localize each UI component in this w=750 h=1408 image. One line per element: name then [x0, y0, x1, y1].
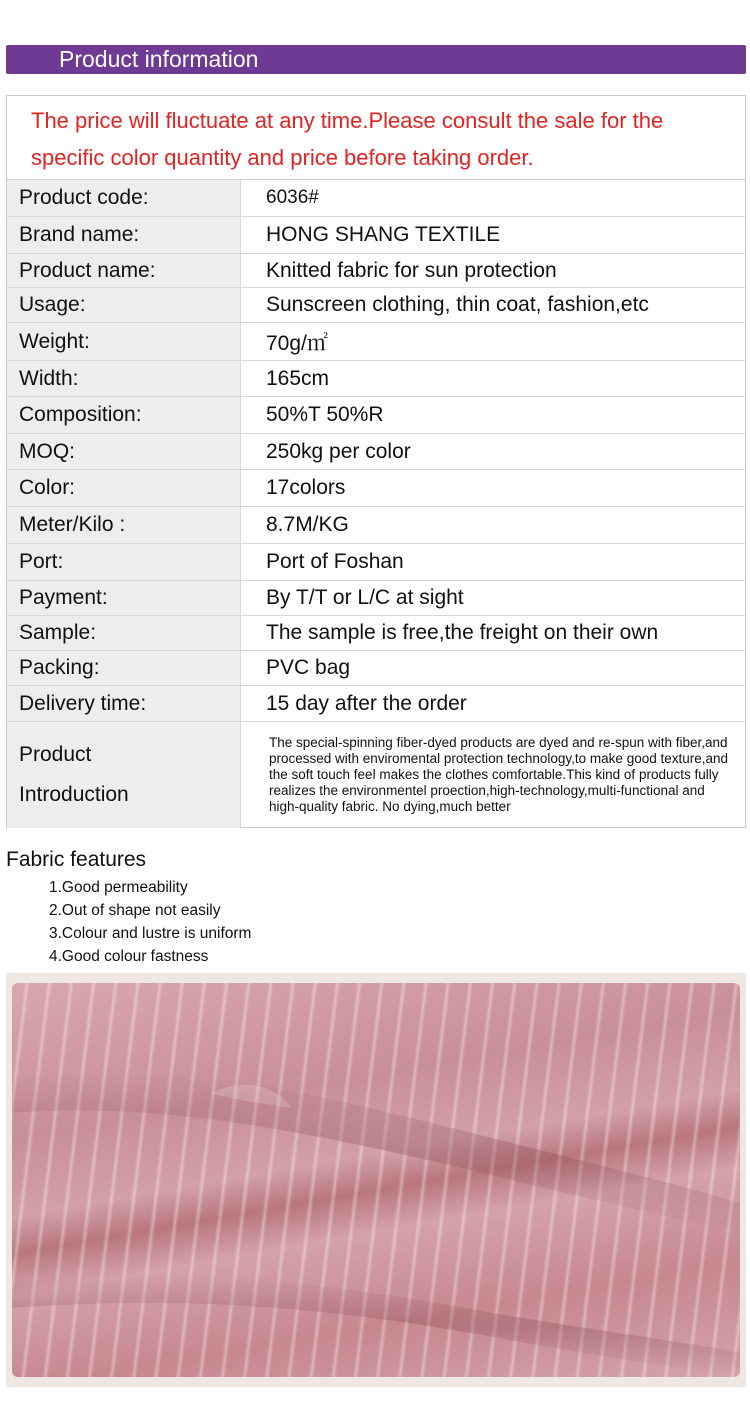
section-header [6, 45, 746, 74]
spec-label: Width: [7, 361, 241, 396]
spec-value: Port of Foshan [266, 550, 404, 573]
spec-label: Color: [7, 470, 241, 506]
table-row [7, 434, 745, 470]
list-item: 1.Good permeability [49, 879, 188, 896]
spec-label: Delivery time: [7, 686, 241, 721]
intro-text: The special-spinning fiber-dyed products are dyed and re-spun with fiber,and processed with enviromental protection technology,to make good texture,and the soft touch feel makes the clothes comfortable.This kind of products fully realizes the environmentel proection,high-technology,multi-functional and high-quality fabric. No dying,much better [269, 735, 729, 814]
table-row [7, 361, 745, 397]
table-row [7, 686, 745, 722]
spec-label: Port: [7, 544, 241, 580]
product-info-box [6, 95, 746, 828]
spec-value: The sample is free,the freight on their own [266, 621, 659, 644]
spec-label: Product code: [7, 180, 241, 216]
spec-value: 15 day after the order [266, 691, 467, 715]
spec-label: Meter/Kilo : [7, 507, 241, 543]
spec-value: 250kg per color [266, 439, 411, 463]
price-notice: The price will fluctuate at any time.Please consult the sale for the specific color quantity and price before taking order. [31, 108, 664, 170]
table-row [7, 217, 745, 254]
table-row [7, 507, 745, 544]
spec-label: Usage: [7, 288, 241, 322]
table-row-introduction [7, 722, 745, 828]
table-row [7, 397, 745, 434]
spec-value: 165cm [266, 366, 330, 390]
spec-value: By T/T or L/C at sight [266, 586, 464, 609]
list-item: 4.Good colour fastness [49, 948, 209, 965]
spec-value: 70g/㎡ [266, 331, 328, 355]
table-row [7, 288, 745, 323]
table-row [7, 544, 745, 581]
spec-label: Composition: [7, 397, 241, 433]
table-row [7, 323, 745, 361]
spec-label: Product name: [7, 254, 241, 287]
spec-value: 6036# [266, 187, 319, 208]
spec-label: Packing: [7, 651, 241, 685]
features-title: Fabric features [6, 848, 147, 871]
intro-label [7, 722, 241, 828]
table-row [7, 470, 745, 507]
spec-label: Weight: [7, 323, 241, 360]
list-item: 3.Colour and lustre is uniform [49, 925, 252, 942]
spec-value: 50%T 50%R [266, 403, 384, 426]
spec-label: MOQ: [7, 434, 241, 469]
fabric-photo-image [12, 983, 740, 1377]
spec-value: Knitted fabric for sun protection [266, 258, 557, 282]
intro-label-line: Product [19, 743, 92, 766]
section-title: Product information [59, 46, 259, 72]
table-row [7, 651, 745, 686]
spec-value: Sunscreen clothing, thin coat, fashion,etc [266, 293, 649, 316]
list-item: 2.Out of shape not easily [49, 902, 221, 919]
spec-value: PVC bag [266, 656, 351, 679]
spec-value: HONG SHANG TEXTILE [266, 223, 501, 246]
table-row [7, 616, 745, 651]
spec-value: 8.7M/KG [266, 513, 349, 536]
fabric-features [6, 846, 251, 968]
spec-table [7, 179, 745, 828]
fabric-photo [6, 973, 746, 1387]
spec-value: 17colors [266, 476, 346, 499]
spec-label: Sample: [7, 616, 241, 650]
intro-label-line: Introduction [19, 783, 129, 806]
table-row [7, 254, 745, 288]
spec-label: Brand name: [7, 217, 241, 253]
table-row [7, 180, 745, 217]
features-list [49, 876, 251, 968]
fabric-texture [12, 983, 740, 1377]
table-row [7, 581, 745, 616]
spec-label: Payment: [7, 581, 241, 615]
